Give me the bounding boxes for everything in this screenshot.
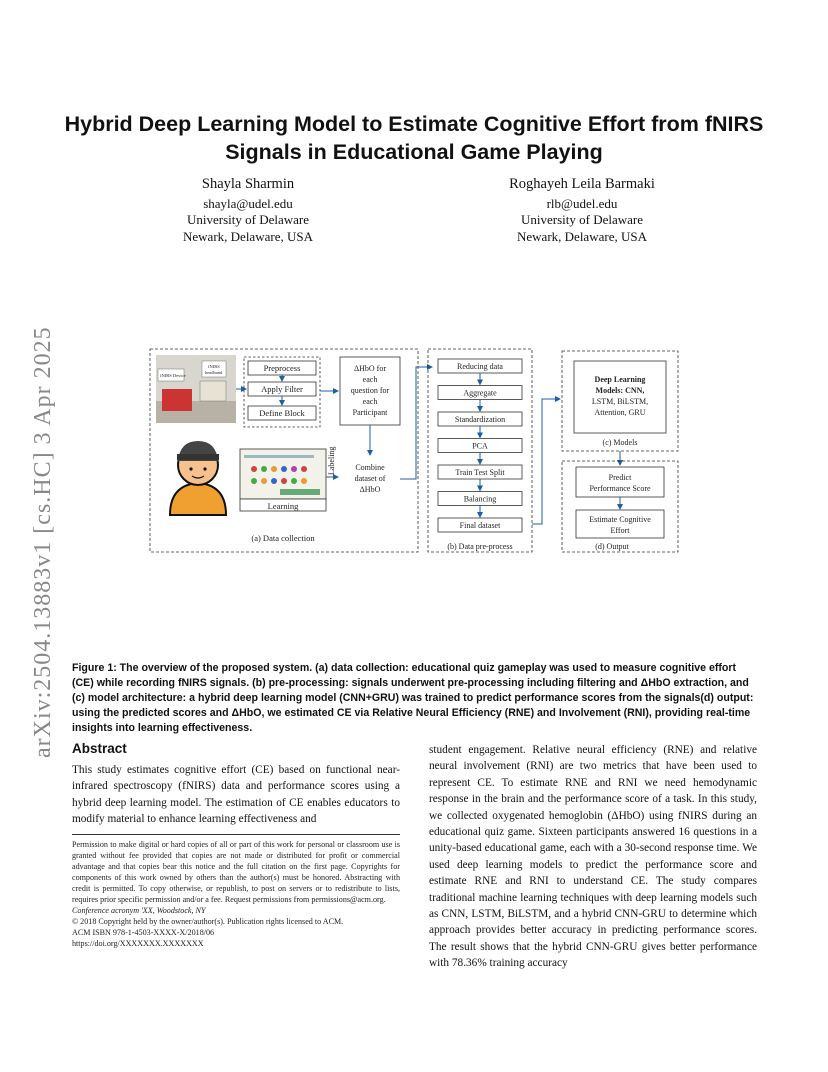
figure-caption: Figure 1: The overview of the proposed system. (a) data collection: educational quiz gameplay was used to measure cognitive effort (CE) while recording fNIRS signals. (b) pre-processing: signals underwent pre-processing including filtering and ΔHbO extraction, and (c) model architecture: a hybrid deep learning model (CNN+GRU) was trained to predict performance scores from the signals(d) output: using the predicted scores and ΔHbO, we estimated CE via Relative Neural Efficiency (RNE) and Involvement (RNI), providing real-time insights into learning effectiveness.	[72, 662, 754, 734]
doi-link[interactable]: https://doi.org/XXXXXXX.XXXXXXX	[72, 939, 204, 948]
combine-line-1: Combine	[355, 463, 385, 472]
combine-line-3: ΔHbO	[359, 485, 381, 494]
hbo-line-3: question for	[350, 386, 390, 395]
game-screenshot-thumbnail	[240, 449, 326, 499]
hbo-line-4: each	[362, 397, 378, 406]
estimate-line-1: Estimate Cognitive	[589, 515, 651, 524]
author-email: rlb@udel.edu	[546, 195, 618, 211]
combine-line-2: dataset of	[354, 474, 386, 483]
fnirs-device-photo	[156, 355, 236, 423]
abstract-text-right: student engagement. Relative neural efficiency (RNE) and relative neural involvement (RNI) are two metrics that have been used to represent CE. To estimate RNE and RNI we need hemodynamic response in the brain and the performance score of a task. In this study, we collected oxygenated hemoglobin (ΔHbO) using fNIRS during an educational quiz game. Sixteen participants answered 16 questions in a unity-based educational game, each with a 30-second response time. We used deep learning models to predict the performance score and estimate RNE and RNI to understand CE. The study compares traditional machine learning techniques with deep learning models such as CNN, LSTM, BiLSTM, and a hybrid CNN-GRU to determine which approach provides better accuracy in predicting performance scores. The result shows that the hybrid CNN-GRU gives better performance with 78.36% training accuracy	[429, 744, 757, 970]
copyright-text: © 2018 Copyright held by the owner/author(s). Publication rights licensed to ACM.	[72, 917, 344, 926]
step-apply-filter: Apply Filter	[261, 384, 303, 394]
author-location: Newark, Delaware, USA	[183, 228, 313, 244]
preprocess-step-label: Aggregate	[463, 388, 497, 398]
panel-b-caption: (b) Data pre-process	[447, 542, 513, 551]
predict-line-1: Predict	[608, 473, 632, 482]
preprocess-step-label: Train Test Split	[455, 468, 505, 477]
conference-text: Conference acronym 'XX, Woodstock, NY	[72, 906, 206, 915]
panel-c-caption: (c) Models	[602, 438, 638, 447]
hbo-line-5: Participant	[352, 408, 388, 417]
abstract-heading: Abstract	[72, 741, 127, 756]
labeling-label: Labeling	[327, 446, 336, 475]
predict-line-2: Performance Score	[589, 484, 651, 493]
permission-footnote	[72, 839, 400, 949]
step-preprocess: Preprocess	[263, 363, 301, 373]
figure-system-overview	[148, 345, 688, 560]
permission-text: Permission to make digital or hard copies of all or part of this work for personal or classroom use is granted without fee provided that copies are not made or distributed for profit or commercial advantage and that copies bear this notice and the full citation on the first page. Copyrights for components of this work owned by others than the author(s) must be honored. Abstracting with credit is permitted. To copy otherwise, or republish, to post on servers or to redistribute to lists, requires prior specific permission and/or a fee. Request permissions from permissions@acm.org.	[72, 840, 400, 904]
isbn-text: ACM ISBN 978-1-4503-XXXX-X/2018/06	[72, 928, 215, 937]
author-affiliation: University of Delaware	[520, 212, 643, 227]
preprocess-step-label: Balancing	[463, 494, 497, 504]
panel-a-caption: (a) Data collection	[251, 533, 315, 543]
hbo-line-2: each	[362, 375, 378, 384]
step-define-block: Define Block	[259, 408, 305, 418]
models-line-2: Models: CNN,	[595, 386, 645, 395]
models-line-1: Deep Learning	[594, 375, 646, 384]
author-affiliation: University of Delaware	[186, 212, 309, 227]
learning-label: Learning	[267, 501, 299, 511]
headband-label-2: headband	[205, 370, 223, 375]
device-label: fNIRS Device	[160, 373, 186, 378]
preprocess-steps	[438, 359, 522, 532]
author-name: Shayla Sharmin	[201, 176, 295, 192]
hbo-line-1: ΔHbO for	[353, 364, 387, 373]
preprocess-step-label: Standardization	[454, 415, 506, 424]
preprocess-step-label: Final dataset	[459, 521, 501, 530]
abstract-text-left: This study estimates cognitive effort (CE) based on functional near-infrared spectroscopy (fNIRS) data and performance scores using a hybrid deep learning model. The estimation of CE enables educators to modify material to enhance learning effectiveness and	[72, 764, 400, 826]
models-line-3: LSTM, BiLSTM,	[591, 397, 649, 406]
preprocess-step-label: Reducing data	[457, 362, 503, 371]
author-block-2	[452, 176, 712, 245]
student-avatar-icon	[170, 441, 226, 515]
models-line-4: Attention, GRU	[594, 408, 646, 417]
paper-title: Hybrid Deep Learning Model to Estimate Cognitive Effort from fNIRS Signals in Educational Game Playing	[64, 112, 764, 164]
preprocess-step-label: PCA	[472, 441, 488, 451]
author-name: Roghayeh Leila Barmaki	[509, 176, 655, 192]
author-email: shayla@udel.edu	[203, 195, 293, 211]
author-location: Newark, Delaware, USA	[517, 228, 647, 244]
footnote-rule	[72, 834, 400, 835]
arxiv-identifier	[6, 292, 62, 762]
estimate-line-2: Effort	[610, 526, 630, 535]
panel-d-caption: (d) Output	[595, 542, 629, 551]
headband-label-1: fNIRS	[208, 364, 220, 369]
arxiv-id-text: arXiv:2504.13883v1 [cs.HC] 3 Apr 2025	[30, 326, 56, 758]
author-block-1	[118, 176, 378, 245]
